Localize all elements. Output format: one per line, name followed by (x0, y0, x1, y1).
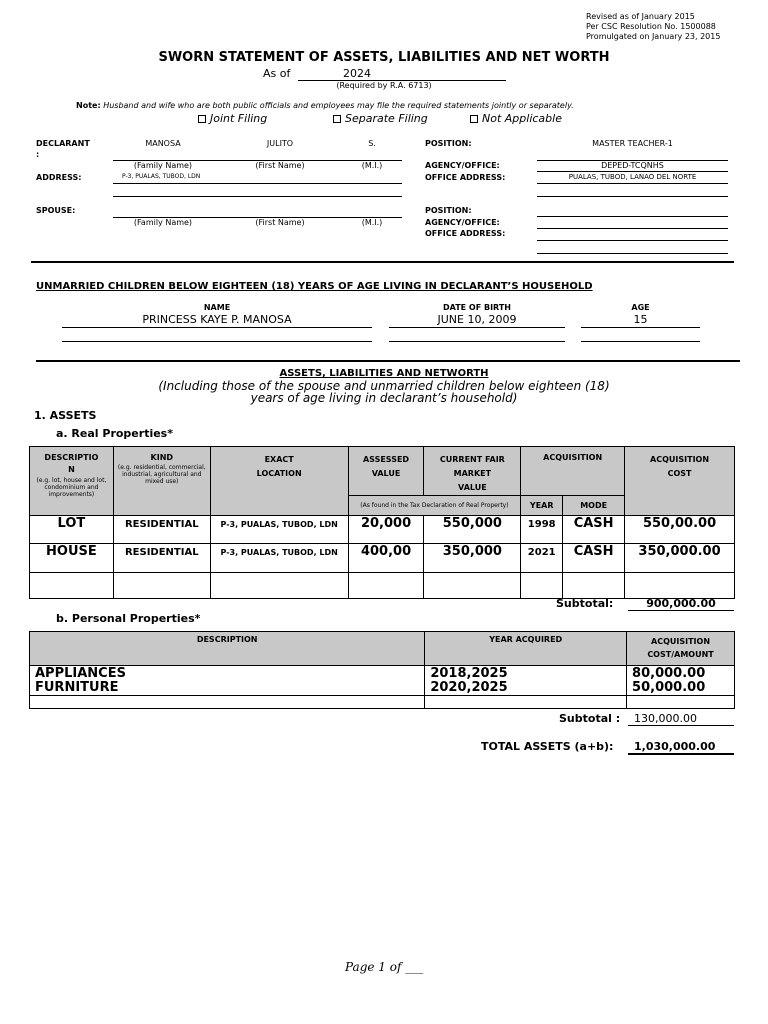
spouse-family-name-caption: (Family Name) (133, 218, 193, 227)
table-row: APPLIANCES 2018,2025 80,000.00 (30, 666, 735, 681)
children-col-age: AGE (631, 303, 650, 312)
spouse-position-label: POSITION: (425, 206, 472, 215)
real-properties-table (29, 446, 735, 599)
child-dob: JUNE 10, 2009 (437, 313, 517, 326)
page-footer: Page 1 of ___ (345, 960, 424, 974)
child-name: PRINCESS KAYE P. MANOSA (142, 313, 292, 326)
th-fair-market-value: CURRENT FAIR MARKET VALUE (424, 447, 521, 496)
assets-label: 1. ASSETS (34, 409, 97, 422)
checkbox-icon[interactable] (470, 115, 478, 123)
spouse-first-name-caption: (First Name) (255, 218, 305, 227)
child-age: 15 (633, 313, 648, 326)
page-title: SWORN STATEMENT OF ASSETS, LIABILITIES AND NET WORTH (158, 50, 610, 65)
first-name-caption: (First Name) (255, 161, 305, 170)
checkbox-icon[interactable] (198, 115, 206, 123)
total-assets-value: 1,030,000.00 (628, 740, 734, 755)
th-pp-year-acquired: YEAR ACQUIRED (425, 632, 627, 666)
th-assessed-value: ASSESSED VALUE (348, 447, 424, 496)
mi-caption: (M.I.) (361, 161, 383, 170)
required-by: (Required by R.A. 6713) (336, 81, 432, 90)
spouse-label: SPOUSE: (36, 206, 76, 215)
agency-value: DEPED-TCQNHS (601, 161, 664, 170)
children-heading: UNMARRIED CHILDREN BELOW EIGHTEEN (18) YEARS OF AGE LIVING IN DECLARANT’S HOUSEHOLD (36, 281, 593, 292)
spouse-mi-caption: (M.I.) (361, 218, 383, 227)
total-assets-label: TOTAL ASSETS (a+b): (481, 740, 614, 753)
th-acquisition-cost: ACQUISITION COST (625, 447, 735, 516)
table-row: LOT RESIDENTIAL P-3, PUALAS, TUBOD, LDN 20,000 550,000 1998 CASH 550,00.00 (30, 516, 735, 544)
address-label: ADDRESS: (36, 173, 82, 182)
table-row (30, 696, 735, 709)
personal-properties-table (29, 631, 735, 709)
th-pp-acquisition-cost: ACQUISITION COST/AMOUNT (627, 632, 735, 666)
th-tax-note: (As found in the Tax Declaration of Real Property) (348, 496, 521, 516)
alnw-subheading-2: years of age living in declarant’s household) (250, 391, 518, 405)
revision-info (586, 12, 720, 42)
declarant-label: DECLARANT (36, 139, 90, 148)
personal-properties-label: b. Personal Properties* (56, 612, 201, 625)
note-text: Husband and wife who are both public officials and employees may file the required statements jointly or separately. (103, 101, 574, 110)
as-of-value: 2024 (298, 67, 506, 81)
spouse-office-address-label: OFFICE ADDRESS: (425, 229, 506, 238)
th-year: YEAR (521, 496, 563, 516)
declarant-colon: : (36, 150, 40, 159)
real-properties-label: a. Real Properties* (56, 427, 173, 440)
checkbox-icon[interactable] (333, 115, 341, 123)
children-col-name: NAME (203, 303, 231, 312)
personal-subtotal-value: 130,000.00 (628, 712, 734, 726)
agency-label: AGENCY/OFFICE: (425, 161, 500, 170)
option-not-applicable[interactable]: Not Applicable (470, 112, 562, 125)
alnw-subheading-1: (Including those of the spouse and unmarried children below eighteen (18) (158, 379, 610, 393)
revision-line-2: Per CSC Resolution No. 1500088 (586, 22, 716, 31)
th-kind: KIND (e.g. residential, commercial, industrial, agricultural and mixed use) (113, 447, 210, 516)
children-col-dob: DATE OF BIRTH (443, 303, 511, 312)
th-description: DESCRIPTIO N (e.g. lot, house and lot, condominium and improvements) (30, 447, 114, 516)
note-label: Note: (76, 101, 101, 110)
revision-line-3: Promulgated on January 23, 2015 (586, 32, 721, 41)
position-label: POSITION: (425, 139, 472, 148)
table-row: FURNITURE 2020,2025 50,000.00 (30, 681, 735, 696)
personal-subtotal-label: Subtotal : (559, 712, 621, 725)
spouse-agency-label: AGENCY/OFFICE: (425, 218, 500, 227)
address-value: P-3, PUALAS, TUBOD, LDN (122, 173, 201, 180)
family-name-caption: (Family Name) (133, 161, 193, 170)
th-acquisition: ACQUISITION (521, 447, 625, 496)
declarant-mi: S. (368, 139, 376, 148)
position-value: MASTER TEACHER-1 (592, 139, 673, 148)
declarant-first-name: JULITO (266, 139, 294, 148)
table-row: HOUSE RESIDENTIAL P-3, PUALAS, TUBOD, LDN 400,00 350,000 2021 CASH 350,000.00 (30, 544, 735, 573)
revision-line-1: Revised as of January 2015 (586, 12, 695, 21)
office-address-value: PUALAS, TUBOD, LANAO DEL NORTE (568, 173, 697, 181)
th-mode: MODE (563, 496, 625, 516)
option-separate-filing[interactable]: Separate Filing (333, 112, 428, 125)
th-pp-description: DESCRIPTION (30, 632, 425, 666)
alnw-heading: ASSETS, LIABILITIES AND NETWORTH (279, 368, 489, 379)
th-location: EXACT LOCATION (210, 447, 348, 516)
declarant-family-name: MANOSA (145, 139, 181, 148)
table-row (30, 573, 735, 599)
real-subtotal-label: Subtotal: (556, 597, 614, 610)
note (76, 101, 574, 110)
option-joint-filing[interactable]: Joint Filing (198, 112, 267, 125)
office-address-label: OFFICE ADDRESS: (425, 173, 506, 182)
real-subtotal-value: 900,000.00 (628, 597, 734, 611)
as-of-label: As of (263, 67, 291, 80)
